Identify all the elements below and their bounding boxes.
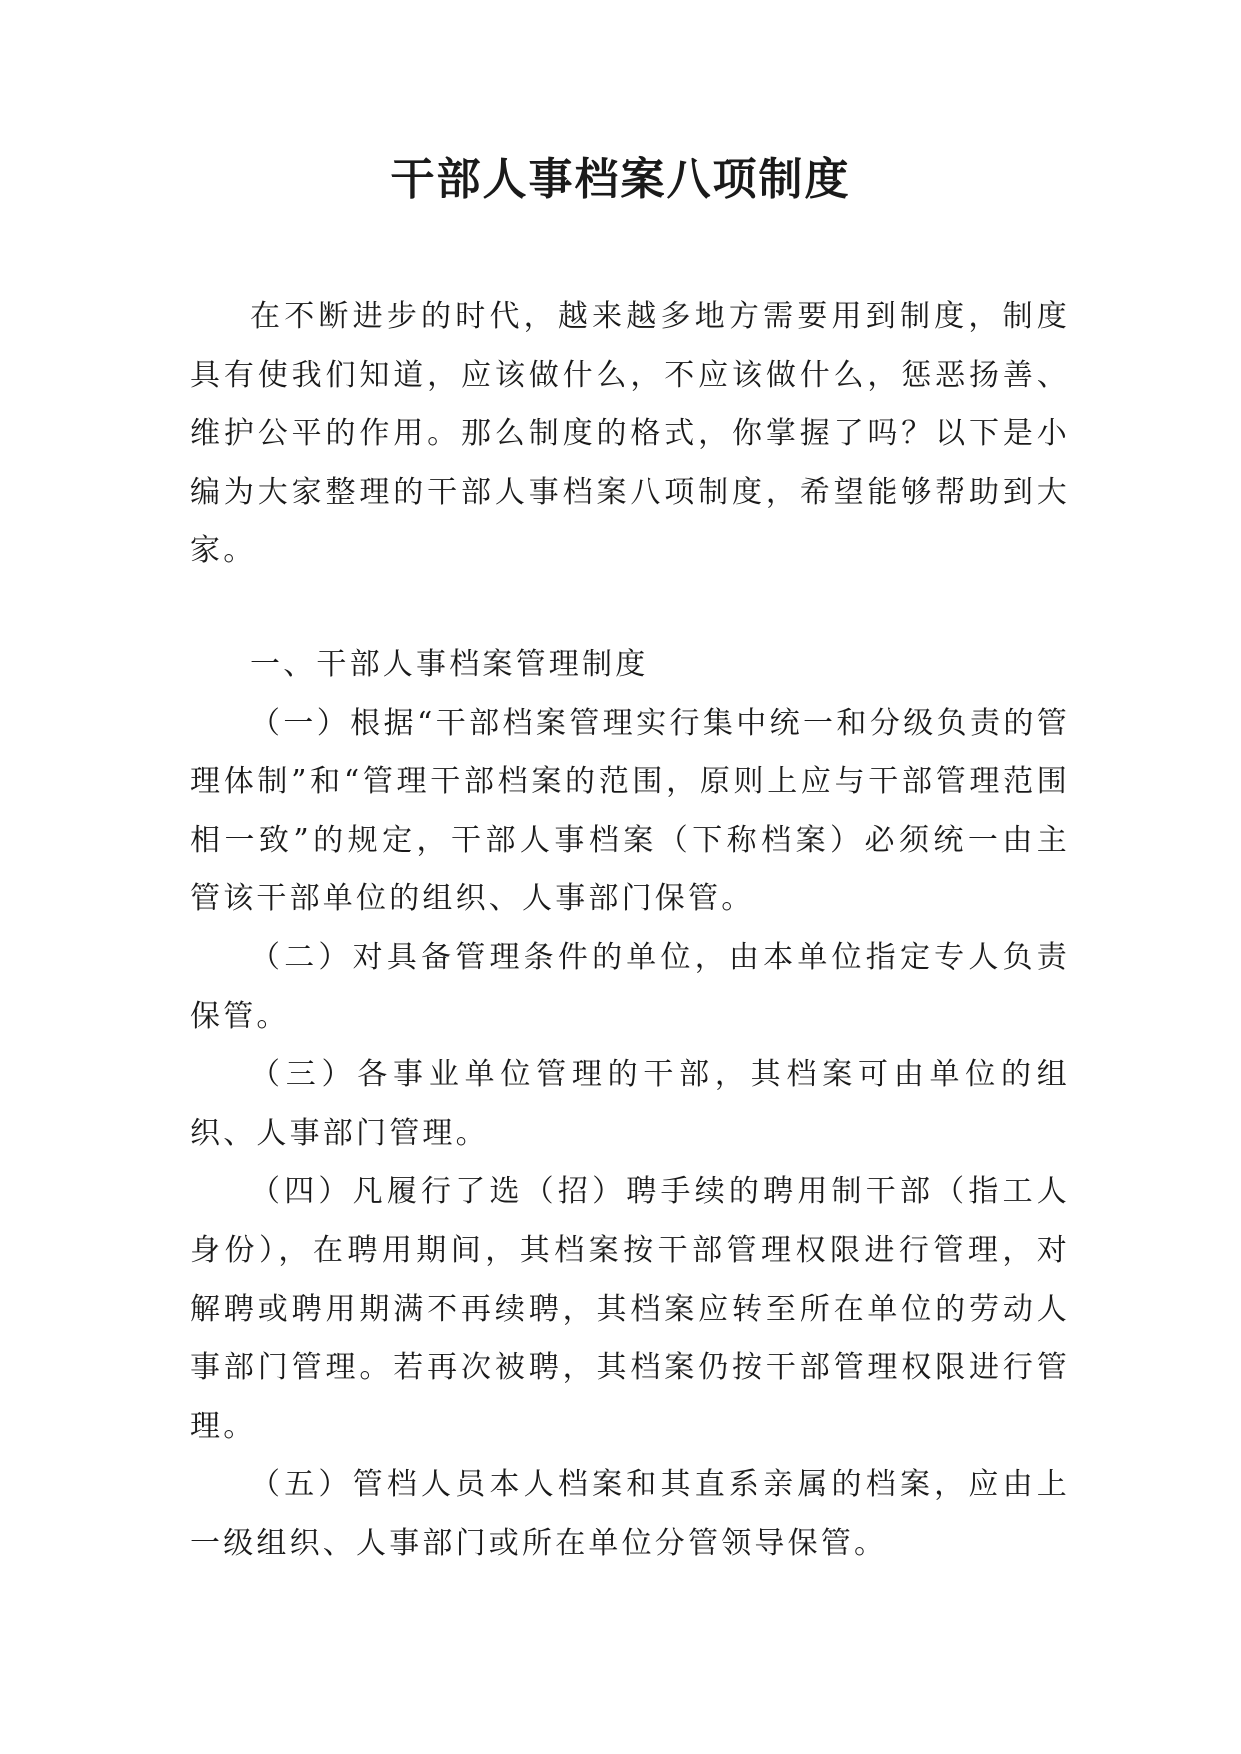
paragraph-2: （二）对具备管理条件的单位，由本单位指定专人负责保管。 (190, 939, 1070, 1034)
document-title: 干部人事档案八项制度 (390, 154, 851, 205)
section-1 (190, 636, 1070, 1574)
paragraph-4: （四）凡履行了选（招）聘手续的聘用制干部（指工人身份），在聘用期间，其档案按干部管理权限进行管理，对解聘或聘用期满不再续聘，其档案应转至所在单位的劳动人事部门管理。若再次被聘，其档案仍按干部管理权限进行管理。 (190, 1174, 1070, 1444)
section-heading: 一、干部人事档案管理制度 (250, 647, 649, 682)
intro-paragraph: 在不断进步的时代，越来越多地方需要用到制度，制度具有使我们知道，应该做什么，不应该做什么，惩恶扬善、维护公平的作用。那么制度的格式，你掌握了吗？以下是小编为大家整理的干部人事档案八项制度，希望能够帮助到大家。 (190, 299, 1070, 569)
paragraph-3: （三）各事业单位管理的干部，其档案可由单位的组织、人事部门管理。 (190, 1057, 1070, 1151)
paragraph-1: （一）根据“干部档案管理实行集中统一和分级负责的管理体制”和“管理干部档案的范围，原则上应与干部管理范围相一致”的规定，干部人事档案（下称档案）必须统一由主管该干部单位的组织、人事部门保管。 (190, 705, 1070, 917)
paragraph-5: （五）管档人员本人档案和其直系亲属的档案，应由上一级组织、人事部门或所在单位分管领导保管。 (190, 1467, 1070, 1561)
intro-block (190, 288, 1070, 581)
